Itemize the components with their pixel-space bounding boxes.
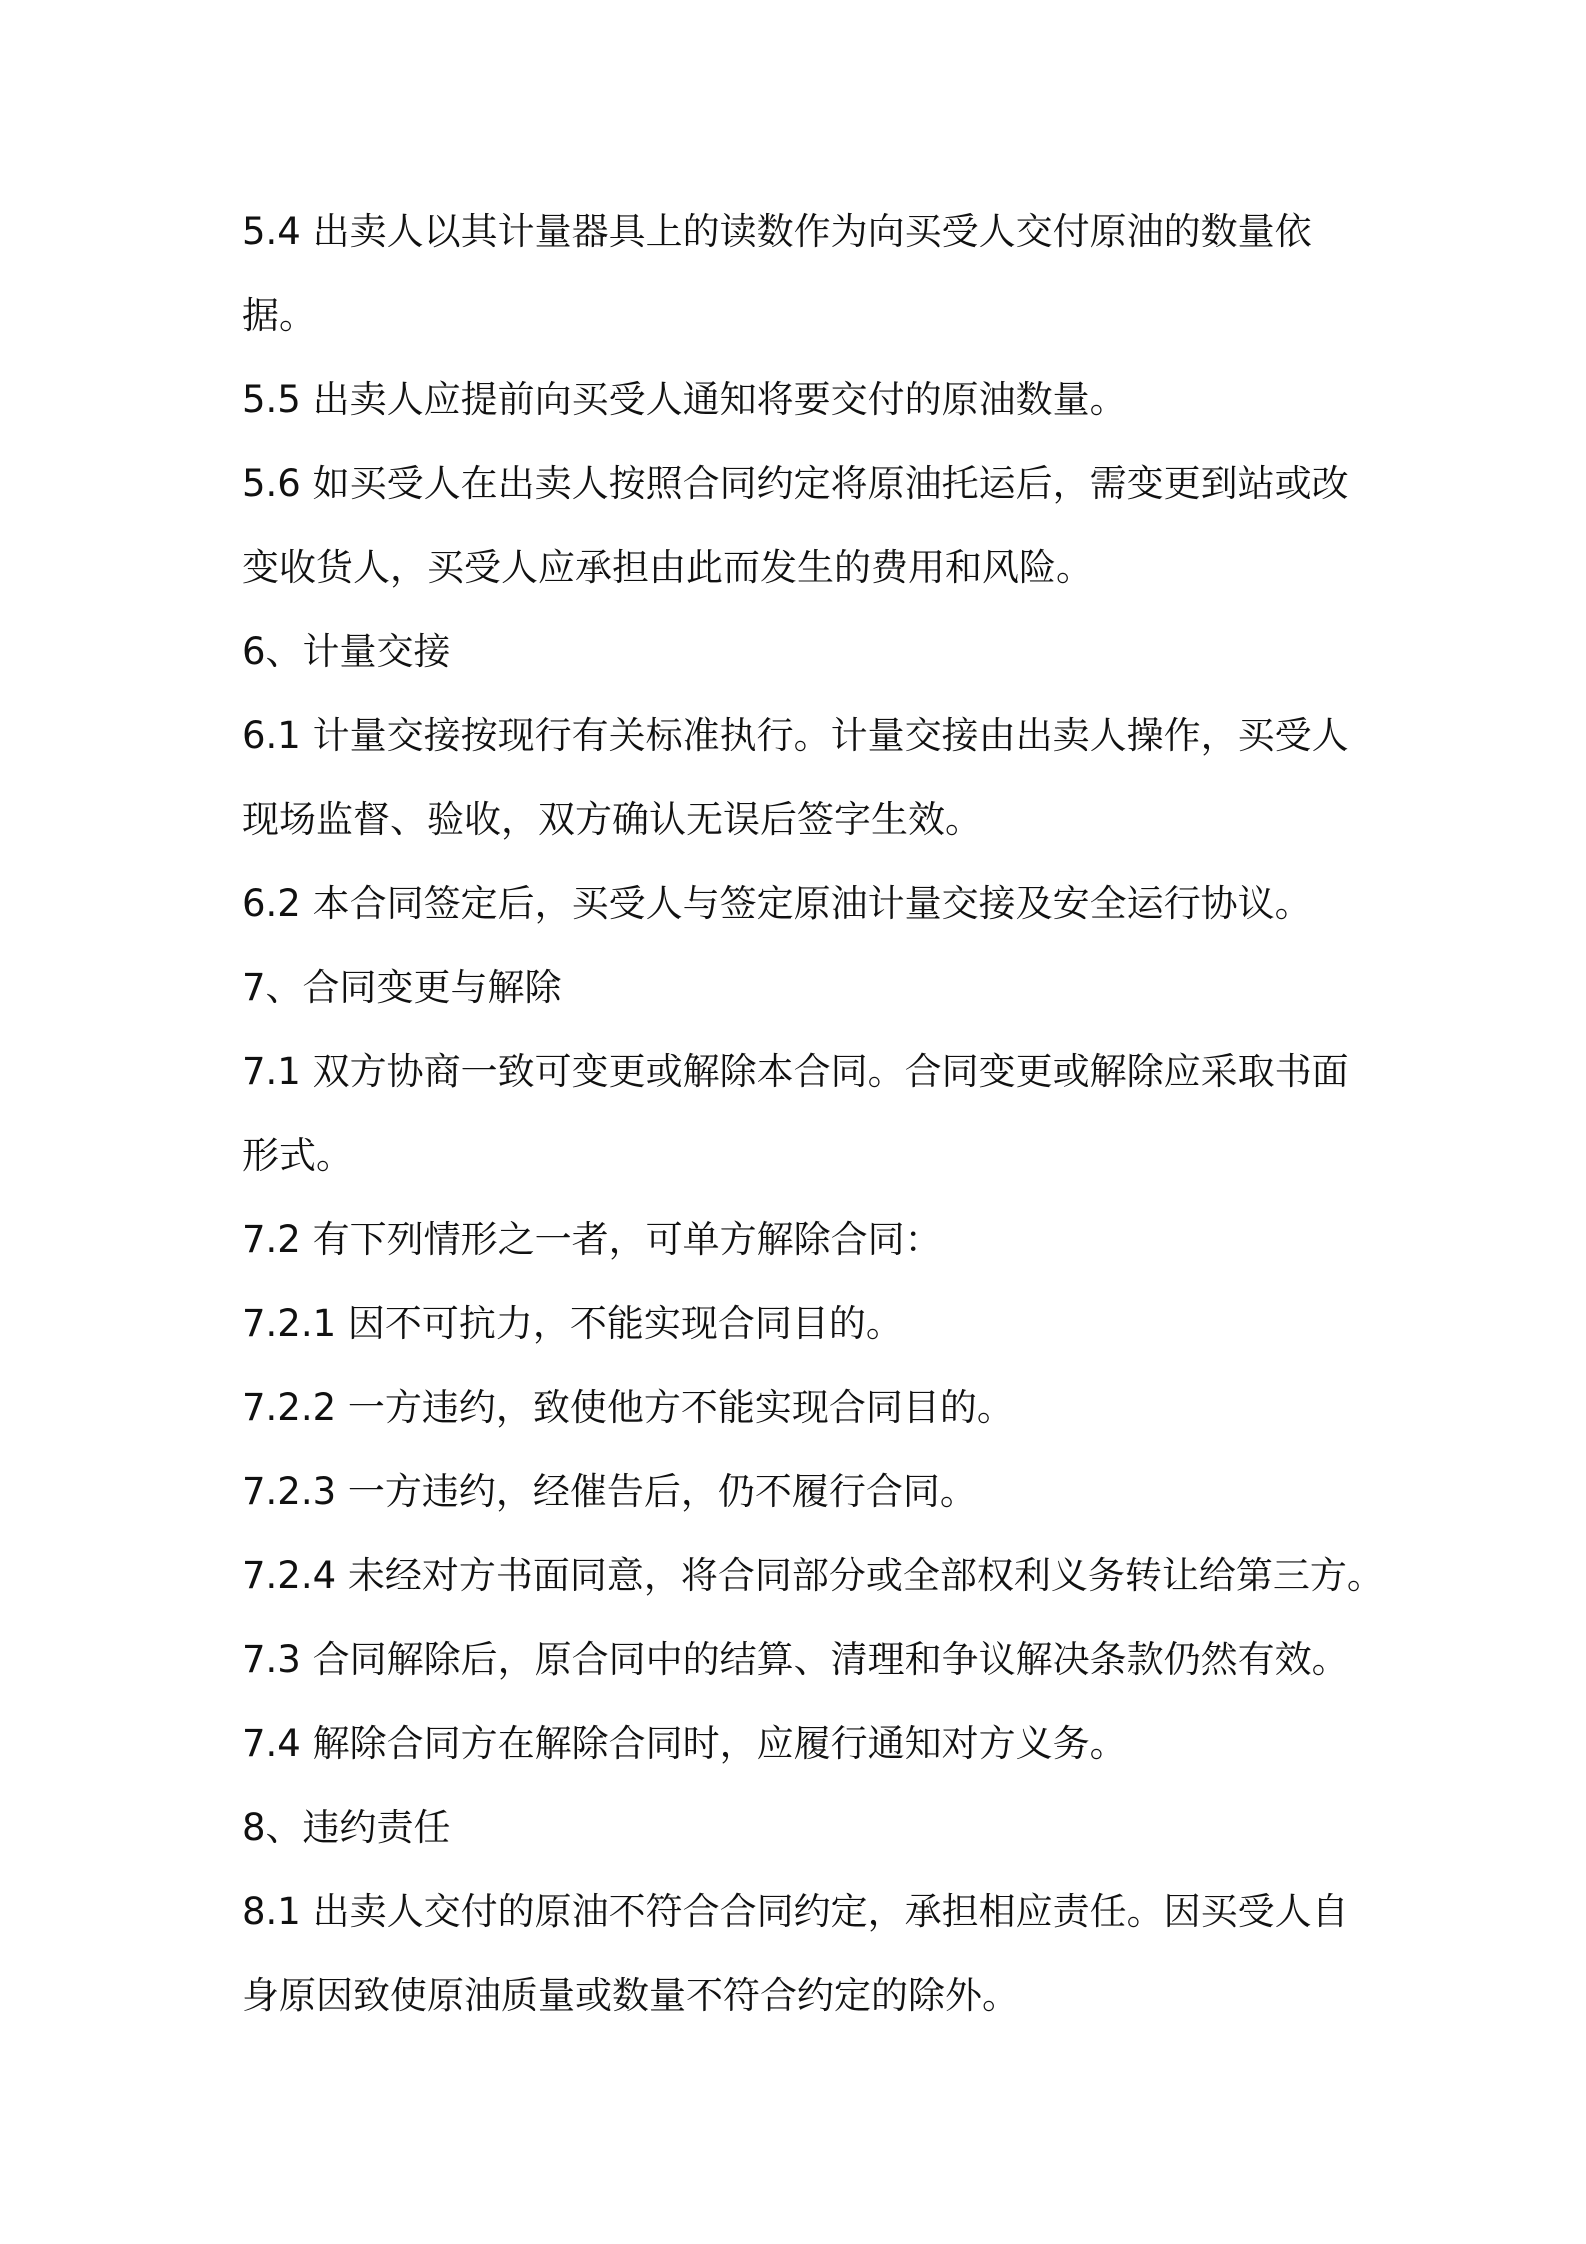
clause-7-2-4: 7.2.4 未经对方书面同意，将合同部分或全部权利义务转让给第三方。 bbox=[242, 1554, 1384, 1597]
clause-8-1-line-1: 8.1 出卖人交付的原油不符合合同约定，承担相应责任。因买受人自 bbox=[242, 1890, 1349, 1933]
clause-6-1-line-2: 现场监督、验收，双方确认无误后签字生效。 bbox=[242, 798, 982, 841]
clause-7-1-line-2: 形式。 bbox=[242, 1134, 353, 1177]
document-body bbox=[242, 190, 1382, 2038]
clause-7-4: 7.4 解除合同方在解除合同时，应履行通知对方义务。 bbox=[242, 1722, 1127, 1765]
clause-7-2-2: 7.2.2 一方违约，致使他方不能实现合同目的。 bbox=[242, 1386, 1014, 1429]
clause-5-4-line-1: 5.4 出卖人以其计量器具上的读数作为向买受人交付原油的数量依 bbox=[242, 210, 1312, 253]
clause-5-4-line-2: 据。 bbox=[242, 294, 316, 337]
clause-7-2: 7.2 有下列情形之一者，可单方解除合同： bbox=[242, 1218, 942, 1261]
clause-5-5: 5.5 出卖人应提前向买受人通知将要交付的原油数量。 bbox=[242, 378, 1127, 421]
clause-7-1-line-1: 7.1 双方协商一致可变更或解除本合同。合同变更或解除应采取书面 bbox=[242, 1050, 1349, 1093]
clause-8-1-line-2: 身原因致使原油质量或数量不符合约定的除外。 bbox=[242, 1974, 1019, 2017]
clause-6-1-line-1: 6.1 计量交接按现行有关标准执行。计量交接由出卖人操作，买受人 bbox=[242, 714, 1349, 757]
clause-7-3: 7.3 合同解除后，原合同中的结算、清理和争议解决条款仍然有效。 bbox=[242, 1638, 1349, 1681]
section-6-heading: 6、计量交接 bbox=[242, 630, 451, 673]
clause-6-2: 6.2 本合同签定后，买受人与签定原油计量交接及安全运行协议。 bbox=[242, 882, 1312, 925]
section-7-heading: 7、合同变更与解除 bbox=[242, 966, 562, 1009]
section-8-heading: 8、违约责任 bbox=[242, 1806, 451, 1849]
clause-5-6-line-1: 5.6 如买受人在出卖人按照合同约定将原油托运后，需变更到站或改 bbox=[242, 462, 1349, 505]
clause-7-2-1: 7.2.1 因不可抗力，不能实现合同目的。 bbox=[242, 1302, 903, 1345]
clause-7-2-3: 7.2.3 一方违约，经催告后，仍不履行合同。 bbox=[242, 1470, 977, 1513]
clause-5-6-line-2: 变收货人，买受人应承担由此而发生的费用和风险。 bbox=[242, 546, 1093, 589]
